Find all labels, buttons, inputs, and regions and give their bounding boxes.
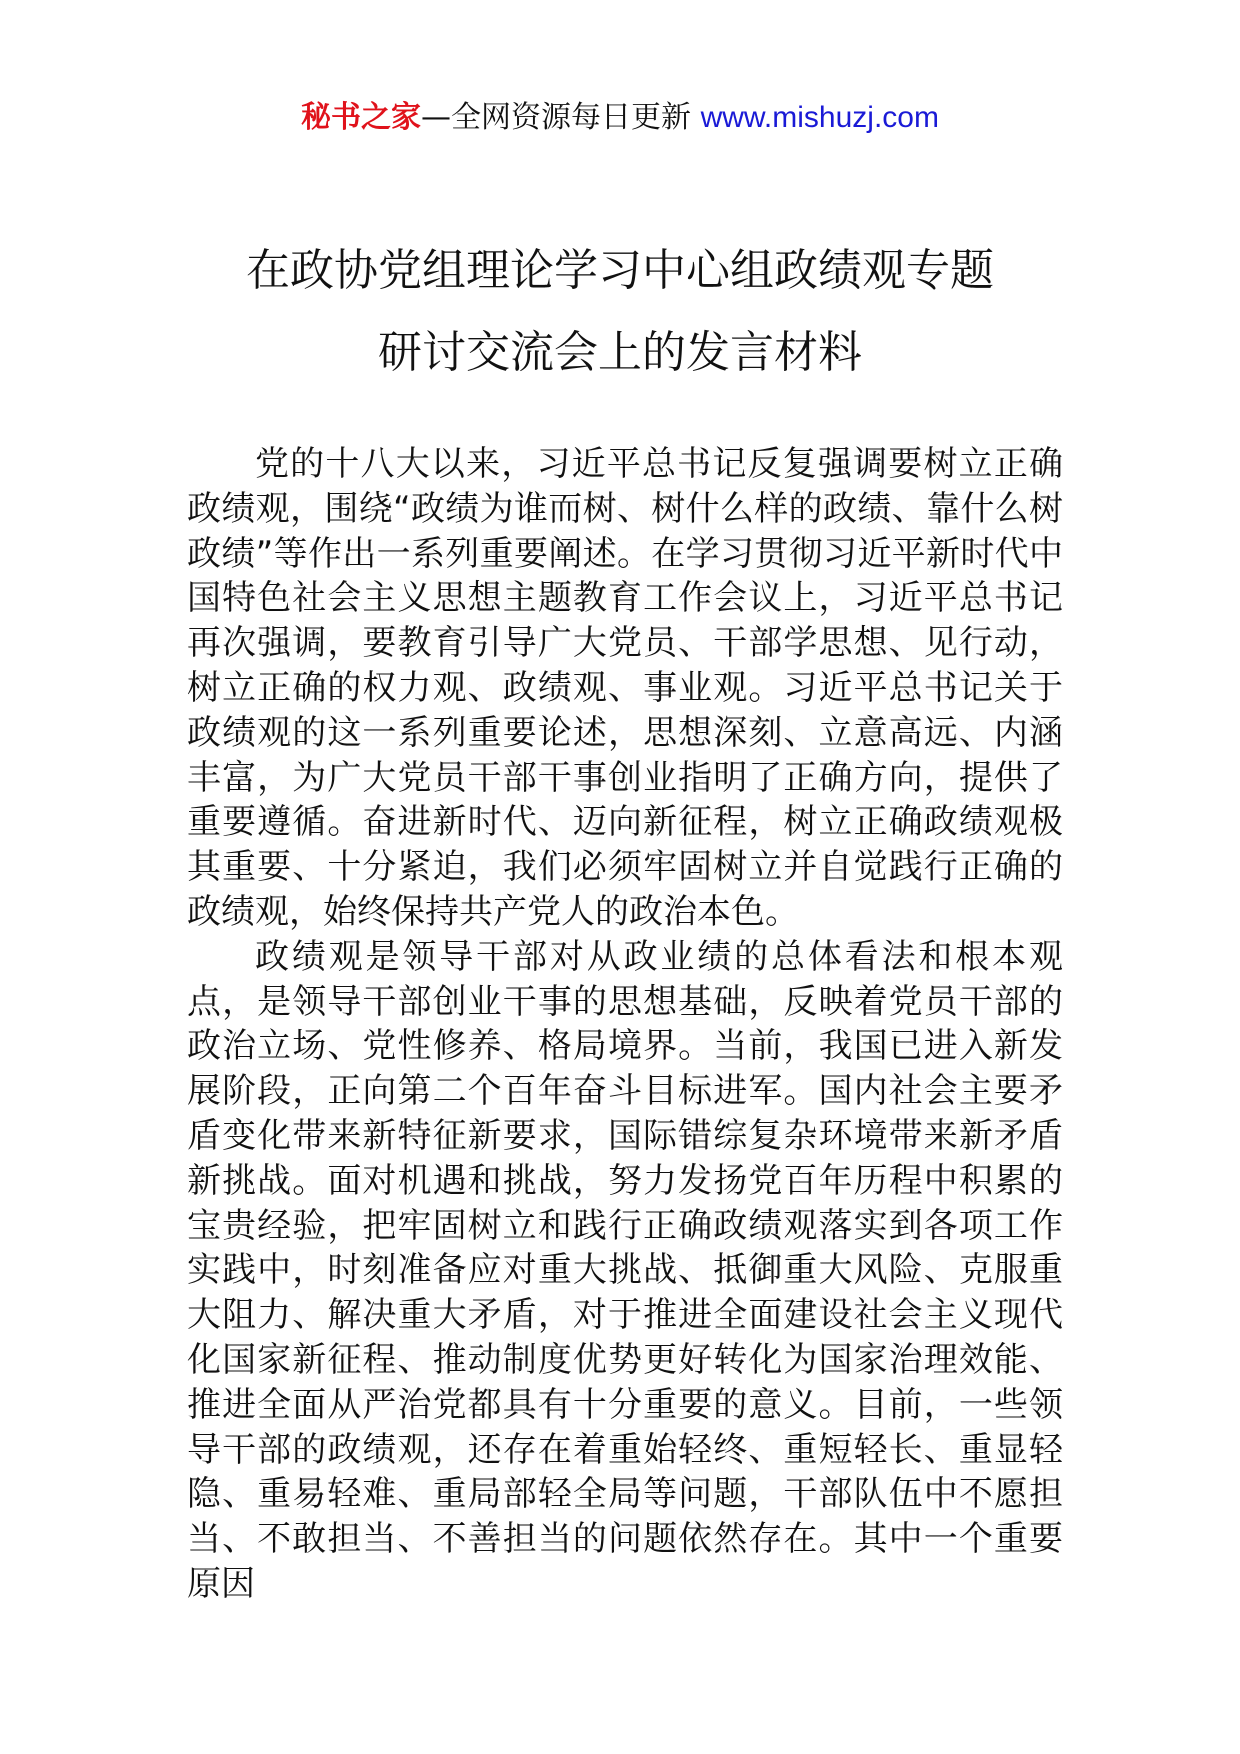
brand-name: 秘书之家 [301, 100, 422, 135]
document-body [187, 442, 1063, 1607]
title-line-2: 研讨交流会上的发言材料 [378, 327, 862, 378]
header-tagline: —全网资源每日更新 [421, 100, 701, 135]
site-url-link[interactable]: www.mishuzj.com [700, 101, 939, 134]
body-paragraph-1: 党的十八大以来，习近平总书记反复强调要树立正确政绩观，围绕“政绩为谁而树、树什么样的政绩、靠什么树政绩”等作出一系列重要阐述。在学习贯彻习近平新时代中国特色社会主义思想主题教育工作会议上，习近平总书记再次强调，要教育引导广大党员、干部学思想、见行动，树立正确的权力观、政绩观、事业观。习近平总书记关于政绩观的这一系列重要论述，思想深刻、立意高远、内涵丰富，为广大党员干部干事创业指明了正确方向，提供了重要遵循。奋进新时代、迈向新征程，树立正确政绩观极其重要、十分紧迫，我们必须牢固树立并自觉践行正确的政绩观，始终保持共产党人的政治本色。 [187, 444, 1063, 932]
document-title [150, 230, 1090, 394]
title-line-1: 在政协党组理论学习中心组政绩观专题 [246, 245, 994, 296]
body-paragraph-2: 政绩观是领导干部对从政业绩的总体看法和根本观点，是领导干部创业干事的思想基础，反映着党员干部的政治立场、党性修养、格局境界。当前，我国已进入新发展阶段，正向第二个百年奋斗目标进军。国内社会主要矛盾变化带来新特征新要求，国际错综复杂环境带来新矛盾新挑战。面对机遇和挑战，努力发扬党百年历程中积累的宝贵经验，把牢固树立和践行正确政绩观落实到各项工作实践中，时刻准备应对重大挑战、抵御重大风险、克服重大阻力、解决重大矛盾，对于推进全面建设社会主义现代化国家新征程、推动制度优势更好转化为国家治理效能、推进全面从严治党都具有十分重要的意义。目前，一些领导干部的政绩观，还存在着重始轻终、重短轻长、重显轻隐、重易轻难、重局部轻全局等问题，干部队伍中不愿担当、不敢担当、不善担当的问题依然存在。其中一个重要原因 [187, 936, 1063, 1604]
site-header [0, 98, 1240, 138]
